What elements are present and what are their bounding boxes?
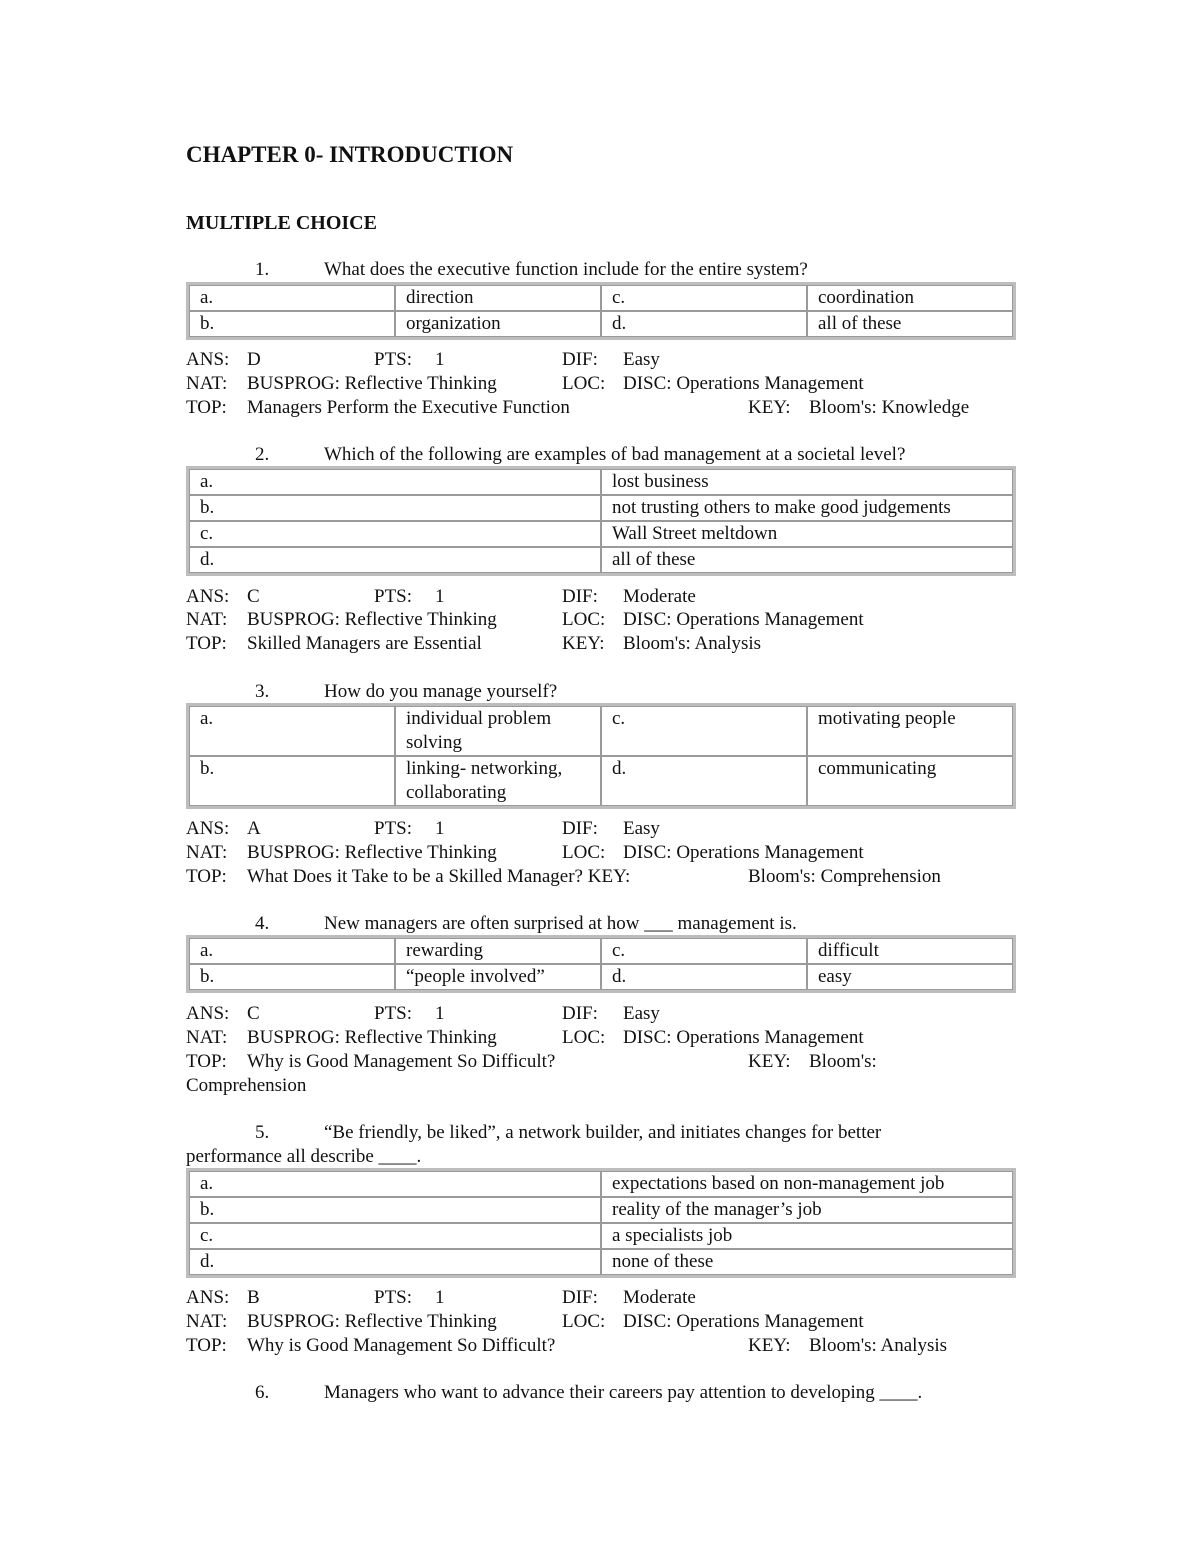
- ans-label: ANS:: [186, 1287, 230, 1308]
- option-text: a specialists job: [601, 1223, 1013, 1249]
- option-text: difficult: [807, 938, 1013, 964]
- options-row: [189, 964, 1013, 990]
- dif-label: DIF:: [562, 349, 598, 370]
- option-text: coordination: [807, 285, 1013, 311]
- option-letter: a.: [189, 938, 395, 964]
- ans-label: ANS:: [186, 586, 230, 607]
- options-table: [186, 466, 1016, 576]
- dif-value: Easy: [623, 349, 660, 370]
- option-text: organization: [395, 311, 601, 337]
- option-letter: b.: [189, 756, 395, 806]
- option-text: all of these: [601, 547, 1013, 573]
- option-letter: b.: [189, 495, 601, 521]
- nat-value: BUSPROG: Reflective Thinking: [247, 1027, 497, 1048]
- option-letter: d.: [189, 1249, 601, 1275]
- option-letter: d.: [189, 547, 601, 573]
- option-letter: c.: [601, 938, 807, 964]
- pts-label: PTS:: [374, 349, 413, 370]
- key-value: Bloom's: Analysis: [809, 1335, 948, 1356]
- pts-value: 1: [435, 586, 445, 607]
- option-text: all of these: [807, 311, 1013, 337]
- key-value: Bloom's: Knowledge: [809, 397, 970, 418]
- option-letter: d.: [601, 964, 807, 990]
- option-letter: d.: [601, 311, 807, 337]
- question-text: Which of the following are examples of bad management at a societal level?: [324, 444, 906, 465]
- top-value: Why is Good Management So Difficult?: [247, 1051, 556, 1072]
- options-row: [189, 706, 1013, 756]
- options-row: [189, 495, 1013, 521]
- question-text: New managers are often surprised at how ___ management is.: [324, 913, 797, 934]
- top-label: TOP:: [186, 866, 227, 887]
- options-row: [189, 521, 1013, 547]
- option-text: reality of the manager’s job: [601, 1197, 1013, 1223]
- chapter-title: CHAPTER 0- INTRODUCTION: [186, 142, 514, 167]
- options-table: [186, 935, 1016, 993]
- section-title: MULTIPLE CHOICE: [186, 212, 377, 234]
- pts-value: 1: [435, 818, 445, 839]
- key-label: KEY:: [748, 397, 791, 418]
- question-text: What does the executive function include for the entire system?: [324, 259, 808, 280]
- option-text: “people involved”: [395, 964, 601, 990]
- pts-value: 1: [435, 1003, 445, 1024]
- ans-value: A: [247, 818, 261, 839]
- dif-value: Moderate: [623, 1287, 696, 1308]
- option-text: easy: [807, 964, 1013, 990]
- key-value: Bloom's: Analysis: [623, 633, 762, 654]
- loc-label: LOC:: [562, 842, 606, 863]
- top-label: TOP:: [186, 397, 227, 418]
- options-row: [189, 938, 1013, 964]
- ans-value: D: [247, 349, 261, 370]
- nat-label: NAT:: [186, 842, 228, 863]
- option-text: not trusting others to make good judgements: [601, 495, 1013, 521]
- key-label: KEY:: [748, 1051, 791, 1072]
- nat-value: BUSPROG: Reflective Thinking: [247, 1311, 497, 1332]
- option-letter: d.: [601, 756, 807, 806]
- option-letter: a.: [189, 469, 601, 495]
- top-value: Skilled Managers are Essential: [247, 633, 482, 654]
- option-text: individual problem solving: [395, 706, 601, 756]
- loc-label: LOC:: [562, 373, 606, 394]
- options-row: [189, 1223, 1013, 1249]
- pts-value: 1: [435, 1287, 445, 1308]
- dif-label: DIF:: [562, 1003, 598, 1024]
- dif-label: DIF:: [562, 1287, 598, 1308]
- loc-value: DISC: Operations Management: [623, 373, 864, 394]
- option-text: rewarding: [395, 938, 601, 964]
- option-text: expectations based on non-management job: [601, 1171, 1013, 1197]
- options-table: [186, 282, 1016, 340]
- top-label: TOP:: [186, 1051, 227, 1072]
- pts-value: 1: [435, 349, 445, 370]
- ans-value: B: [247, 1287, 260, 1308]
- question-number: 4.: [255, 913, 270, 934]
- question-number: 2.: [255, 444, 270, 465]
- options-row: [189, 547, 1013, 573]
- key-label: KEY:: [562, 633, 605, 654]
- option-text: direction: [395, 285, 601, 311]
- ans-value: C: [247, 586, 260, 607]
- pts-label: PTS:: [374, 1003, 413, 1024]
- nat-label: NAT:: [186, 1027, 228, 1048]
- option-letter: c.: [601, 285, 807, 311]
- question-text-continued: performance all describe ____.: [186, 1146, 422, 1167]
- loc-value: DISC: Operations Management: [623, 1311, 864, 1332]
- option-letter: c.: [601, 706, 807, 756]
- pts-label: PTS:: [374, 818, 413, 839]
- question-number: 3.: [255, 681, 270, 702]
- top-value: Why is Good Management So Difficult?: [247, 1335, 556, 1356]
- nat-value: BUSPROG: Reflective Thinking: [247, 609, 497, 630]
- question-text: How do you manage yourself?: [324, 681, 558, 702]
- pts-label: PTS:: [374, 586, 413, 607]
- option-letter: b.: [189, 311, 395, 337]
- option-letter: c.: [189, 1223, 601, 1249]
- question-number: 5.: [255, 1122, 270, 1143]
- option-text: Wall Street meltdown: [601, 521, 1013, 547]
- nat-value: BUSPROG: Reflective Thinking: [247, 373, 497, 394]
- top-label: TOP:: [186, 633, 227, 654]
- dif-value: Easy: [623, 818, 660, 839]
- option-letter: a.: [189, 285, 395, 311]
- nat-label: NAT:: [186, 373, 228, 394]
- question-text: Managers who want to advance their careers pay attention to developing ____.: [324, 1382, 923, 1403]
- options-row: [189, 1249, 1013, 1275]
- key-label: KEY:: [748, 1335, 791, 1356]
- loc-value: DISC: Operations Management: [623, 609, 864, 630]
- dif-label: DIF:: [562, 818, 598, 839]
- ans-label: ANS:: [186, 818, 230, 839]
- dif-value: Moderate: [623, 586, 696, 607]
- top-label: TOP:: [186, 1335, 227, 1356]
- loc-value: DISC: Operations Management: [623, 1027, 864, 1048]
- question-text: “Be friendly, be liked”, a network builder, and initiates changes for better: [324, 1122, 882, 1143]
- option-letter: b.: [189, 1197, 601, 1223]
- pts-label: PTS:: [374, 1287, 413, 1308]
- top-value: Managers Perform the Executive Function: [247, 397, 570, 418]
- dif-label: DIF:: [562, 586, 598, 607]
- options-row: [189, 756, 1013, 806]
- option-letter: a.: [189, 706, 395, 756]
- dif-value: Easy: [623, 1003, 660, 1024]
- ans-value: C: [247, 1003, 260, 1024]
- nat-value: BUSPROG: Reflective Thinking: [247, 842, 497, 863]
- loc-label: LOC:: [562, 1311, 606, 1332]
- option-text: communicating: [807, 756, 1013, 806]
- options-row: [189, 1197, 1013, 1223]
- option-text: motivating people: [807, 706, 1013, 756]
- option-letter: b.: [189, 964, 395, 990]
- option-text: none of these: [601, 1249, 1013, 1275]
- top-value: What Does it Take to be a Skilled Manager? KEY:: [247, 866, 631, 887]
- nat-label: NAT:: [186, 609, 228, 630]
- key-value-continued: Comprehension: [186, 1075, 307, 1096]
- loc-label: LOC:: [562, 609, 606, 630]
- options-row: [189, 469, 1013, 495]
- options-table: [186, 703, 1016, 809]
- loc-value: DISC: Operations Management: [623, 842, 864, 863]
- option-text: lost business: [601, 469, 1013, 495]
- options-row: [189, 311, 1013, 337]
- question-number: 6.: [255, 1382, 270, 1403]
- question-number: 1.: [255, 259, 270, 280]
- key-value: Bloom's: Comprehension: [748, 866, 941, 887]
- ans-label: ANS:: [186, 1003, 230, 1024]
- options-table: [186, 1168, 1016, 1278]
- key-value: Bloom's:: [809, 1051, 877, 1072]
- option-letter: a.: [189, 1171, 601, 1197]
- option-letter: c.: [189, 521, 601, 547]
- option-text: linking- networking, collaborating: [395, 756, 601, 806]
- options-row: [189, 285, 1013, 311]
- options-row: [189, 1171, 1013, 1197]
- loc-label: LOC:: [562, 1027, 606, 1048]
- nat-label: NAT:: [186, 1311, 228, 1332]
- ans-label: ANS:: [186, 349, 230, 370]
